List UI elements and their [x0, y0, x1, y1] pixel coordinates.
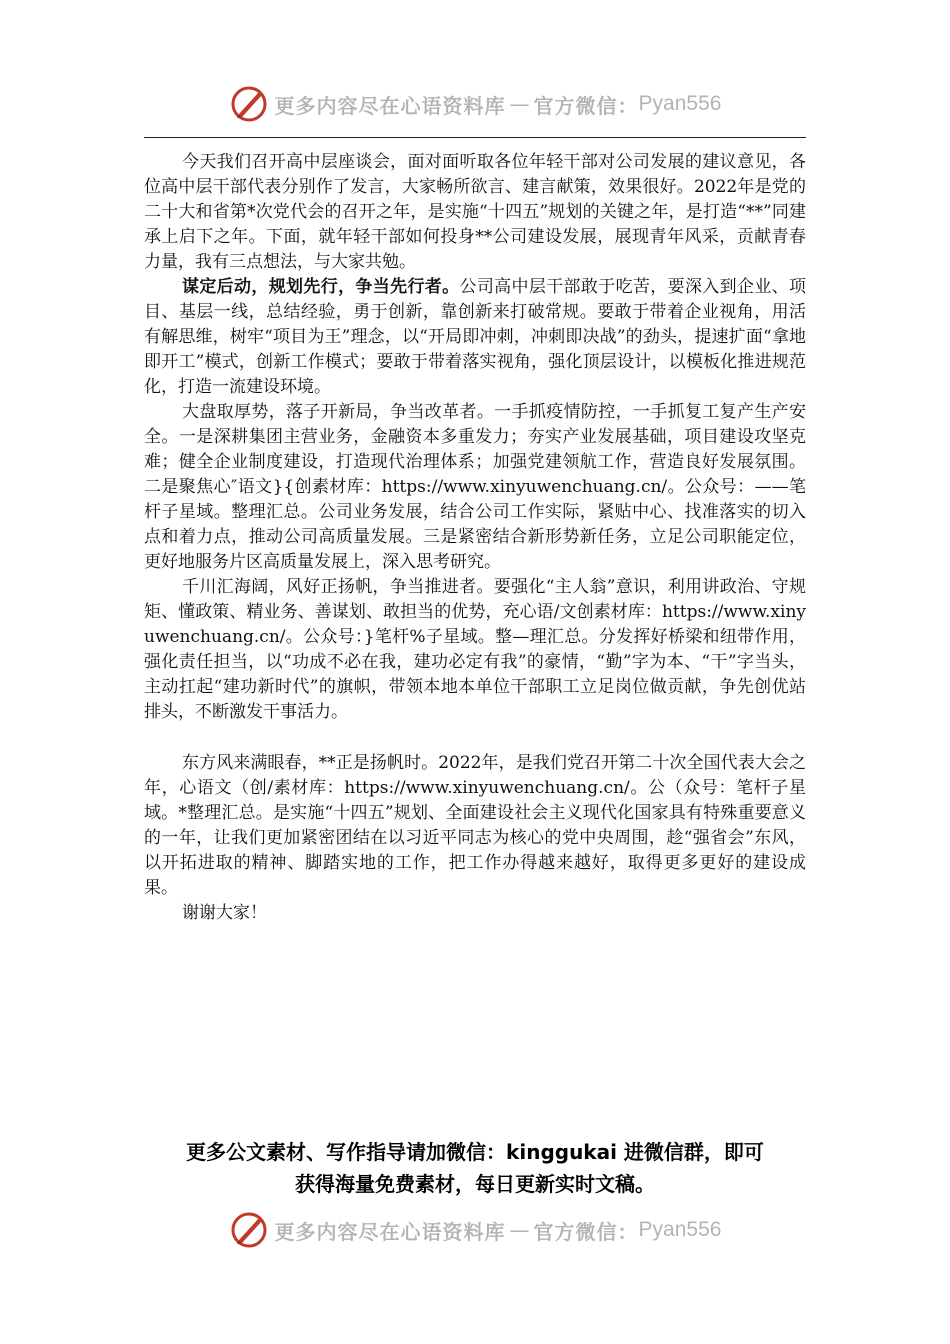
paragraph-1: 今天我们召开高中层座谈会，面对面听取各位年轻干部对公司发展的建议意见，各位高中层干部代表分别作了发言，大家畅所欲言、建言献策，效果很好。2022年是党的二十大和省第*次党代会的召开之年，是实施“十四五”规划的关键之年，是打造“**”同建承上启下之年。下面，就年轻干部如何投身**公司建设发展，展现青年风采，贡献青春力量，我有三点想法，与大家共勉。: [144, 152, 806, 272]
banner-separator: —: [509, 1218, 530, 1242]
brand-logo-icon: [229, 1210, 269, 1250]
closing-thanks: 谢谢大家！: [182, 903, 267, 923]
banner-separator: —: [509, 92, 530, 116]
paragraph-2: [144, 275, 806, 400]
banner-contact-id: Pyan556: [638, 1218, 722, 1241]
header-banner: [0, 82, 950, 126]
banner-contact-label: 官方微信：: [533, 93, 639, 118]
banner-contact-label: 官方微信：: [533, 1219, 639, 1244]
document-body: [144, 150, 806, 926]
paragraph-2-heading: 谋定后动，规划先行，争当先行者。: [182, 277, 460, 297]
paragraph-3: 大盘取厚势，落子开新局，争当改革者。一手抓疫情防控，一手抓复工复产生产安全。一是深耕集团主营业务，金融资本多重发力；夯实产业发展基础，项目建设攻坚克难；健全企业制度建设，打造现代治理体系；加强党建领航工作，营造良好发展氛围。二是聚焦心″语文}{创素材库：https://www.xinyuwenchuang.cn/。公众号：——笔杆子星域。整理汇总。公司业务发展，结合公司工作实际，紧贴中心、找准落实的切入点和着力点，推动公司高质量发展。三是紧密结合新形势新任务，立足公司职能定位，更好地服务片区高质量发展上，深入思考研究。: [144, 402, 806, 572]
paragraph-5: 东方风来满眼春，**正是扬帆时。2022年，是我们党召开第二十次全国代表大会之年，心语文（创/素材库：https://www.xinyuwenchuang.cn/。公（众号：笔杆子星域。*整理汇总。是实施“十四五”规划、全面建设社会主义现代化国家具有特殊重要意义的一年，让我们更加紧密团结在以习近平同志为核心的党中央周围，趁“强省会”东风，以开拓进取的精神、脚踏实地的工作，把工作办得越来越好，取得更多更好的建设成果。: [144, 753, 806, 898]
promo-line-1: 更多公文素材、写作指导请加微信：kinggukai 进微信群，即可: [186, 1140, 764, 1164]
brand-logo-icon: [229, 84, 269, 124]
banner-contact-id: Pyan556: [638, 92, 722, 115]
header-divider: [144, 137, 806, 138]
paragraph-2-text: 公司高中层干部敢于吃苦，要深入到企业、项目、基层一线，总结经验，勇于创新，靠创新来打破常规。要敢于带着企业视角，用活有解思维，树牢“项目为王”理念，以“开局即冲刺，冲刺即决战”的劲头，提速扩面“拿地即开工”模式，创新工作模式；要敢于带着落实视角，强化顶层设计，以模板化推进规范化，打造一流建设环境。: [144, 277, 807, 397]
footer-banner: [0, 1208, 950, 1252]
paragraph-4: 千川汇海阔，风好正扬帆，争当推进者。要强化“主人翁”意识，利用讲政治、守规矩、懂政策、精业务、善谋划、敢担当的优势，充心语/文创素材库：https://www.xinyuwenchuang.cn/。公众号：}笔杆%子星域。整—理汇总。分发挥好桥梁和纽带作用，强化责任担当，以“功成不必在我，建功必定有我”的豪情，“勤”字为本、“干”字当头，主动扛起“建功新时代”的旗帜，带领本地本单位干部职工立足岗位做贡献，争先创优站排头，不断激发干事活力。: [144, 577, 806, 722]
banner-brand-text: 更多内容尽在心语资料库: [274, 93, 506, 118]
banner-brand-text: 更多内容尽在心语资料库: [274, 1219, 506, 1244]
promo-line-2: 获得海量免费素材，每日更新实时文稿。: [295, 1172, 655, 1196]
promo-notice: [120, 1136, 830, 1200]
